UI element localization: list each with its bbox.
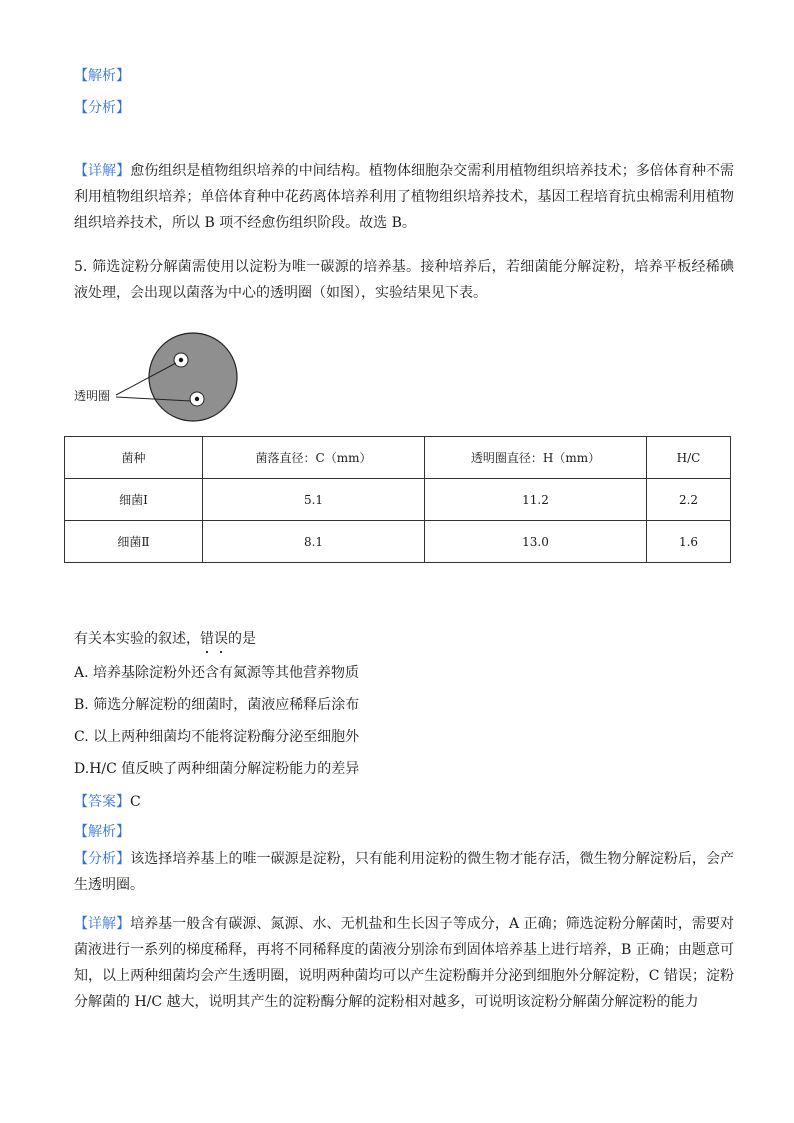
stem-emphasis: 错误 bbox=[200, 631, 228, 647]
colony-2 bbox=[195, 397, 199, 401]
detail-text: 愈伤组织是植物组织培养的中间结构。植物体细胞杂交需利用植物组织培养技术；多倍体育种不需利用植物组织培养；单倍体育种中花药离体培养利用了植物组织培养技术，基因工程培育抗虫棉需利用植物组织培养技术，所以 B 项不经愈伤组织阶段。故选 B。 bbox=[74, 163, 735, 231]
table-cell: 细菌Ⅱ bbox=[65, 521, 203, 563]
option-text: 培养基除淀粉外还含有氮源等其他营养物质 bbox=[93, 665, 360, 681]
table-header: 透明圈直径：H（mm） bbox=[425, 437, 647, 479]
table-cell: 1.6 bbox=[647, 521, 731, 563]
analysis-detail-paragraph bbox=[74, 911, 734, 1015]
colony-1 bbox=[179, 358, 183, 362]
option-b bbox=[74, 695, 359, 715]
option-a bbox=[74, 663, 359, 683]
table-header: 菌种 bbox=[65, 437, 203, 479]
figure-label: 透明圈 bbox=[74, 389, 111, 403]
fenxi-tag: 【分析】 bbox=[74, 100, 130, 116]
table-cell: 细菌Ⅰ bbox=[65, 479, 203, 521]
detail-paragraph bbox=[74, 158, 734, 236]
petri-dish-figure bbox=[70, 330, 245, 425]
table-cell: 2.2 bbox=[647, 479, 731, 521]
table-row bbox=[65, 479, 731, 521]
analysis-jiexi-tag: 【解析】 bbox=[74, 824, 130, 840]
answer-tag: 【答案】 bbox=[74, 794, 130, 810]
analysis-detail-tag: 【详解】 bbox=[74, 916, 131, 932]
jiexi-tag: 【解析】 bbox=[74, 68, 130, 84]
table-cell: 11.2 bbox=[425, 479, 647, 521]
table-cell: 5.1 bbox=[203, 479, 425, 521]
table-header: H/C bbox=[647, 437, 731, 479]
option-d bbox=[74, 759, 359, 779]
option-text: 筛选分解淀粉的细菌时，菌液应稀释后涂布 bbox=[93, 697, 360, 713]
option-letter: D. bbox=[74, 761, 90, 777]
analysis-fenxi-text: 该选择培养基上的唯一碳源是淀粉，只有能利用淀粉的微生物才能存活，微生物分解淀粉后，会产生透明圈。 bbox=[74, 851, 735, 893]
option-text: H/C 值反映了两种细菌分解淀粉能力的差异 bbox=[89, 761, 360, 777]
results-table bbox=[64, 436, 731, 563]
analysis-fenxi-paragraph bbox=[74, 846, 734, 898]
analysis-detail-text: 培养基一般含有碳源、氮源、水、无机盐和生长因子等成分，A 正确；筛选淀粉分解菌时，需要对菌液进行一系列的梯度稀释，再将不同稀释度的菌液分别涂布到固体培养基上进行培养，B 正确；由题意可知，以上两种细菌均会产生透明圈，说明两种菌均可以产生淀粉酶并分泌到细胞外分解淀粉，C 错误；淀粉分解菌的 H/C 越大，说明其产生的淀粉酶分解的淀粉相对越多，可说明该淀粉分解菌分解淀粉的能力 bbox=[74, 916, 734, 1010]
question-number: 5. bbox=[74, 259, 88, 275]
table-header: 菌落直径：C（mm） bbox=[203, 437, 425, 479]
option-letter: C. bbox=[74, 729, 89, 745]
stem-text: 有关本实验的叙述， bbox=[74, 631, 200, 647]
question-stem bbox=[74, 629, 256, 649]
table-cell: 13.0 bbox=[425, 521, 647, 563]
option-letter: B. bbox=[74, 697, 89, 713]
option-letter: A. bbox=[74, 665, 89, 681]
analysis-fenxi-tag: 【分析】 bbox=[74, 851, 131, 867]
answer-line bbox=[74, 792, 141, 812]
table-row bbox=[65, 521, 731, 563]
table-header-row bbox=[65, 437, 731, 479]
answer-value: C bbox=[130, 794, 141, 810]
option-text: 以上两种细菌均不能将淀粉酶分泌至细胞外 bbox=[93, 729, 360, 745]
petri-dish bbox=[149, 333, 237, 421]
table-cell: 8.1 bbox=[203, 521, 425, 563]
question-paragraph bbox=[74, 254, 734, 306]
detail-tag: 【详解】 bbox=[74, 163, 131, 179]
stem-text: 的是 bbox=[228, 631, 256, 647]
option-c bbox=[74, 727, 359, 747]
question-text: 筛选淀粉分解菌需使用以淀粉为唯一碳源的培养基。接种培养后，若细菌能分解淀粉，培养平板经稀碘液处理，会出现以菌落为中心的透明圈（如图），实验结果见下表。 bbox=[74, 259, 735, 301]
